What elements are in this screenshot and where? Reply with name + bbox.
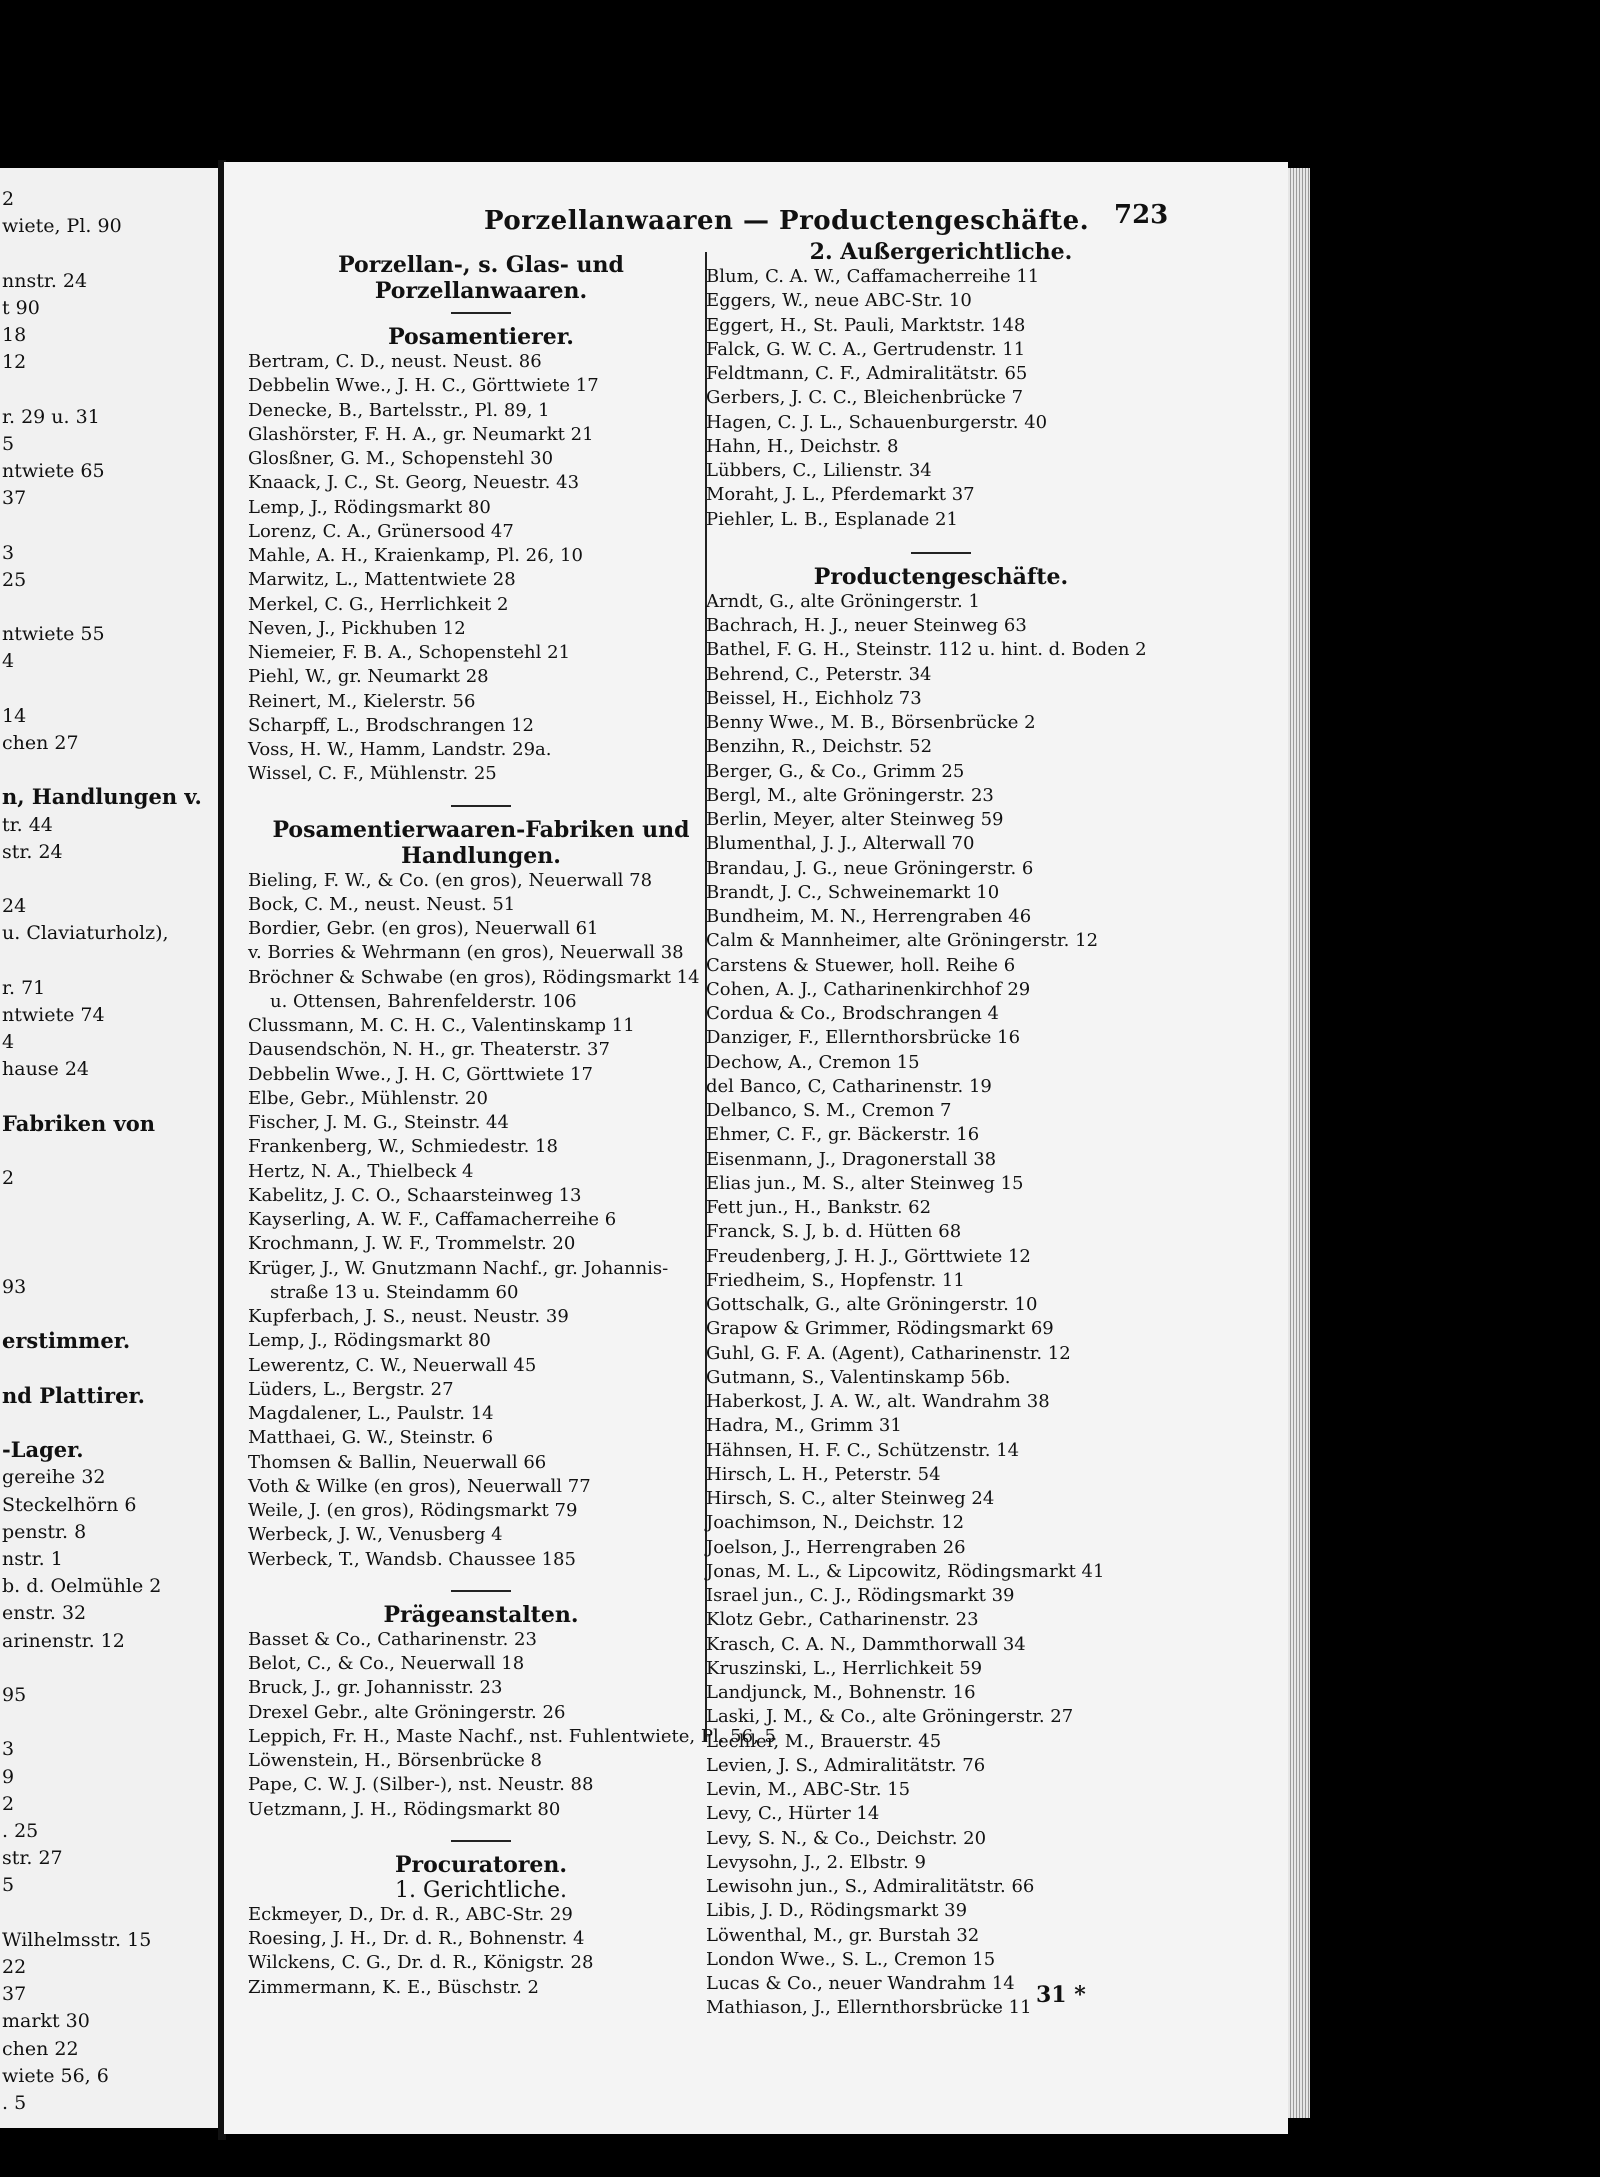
directory-entry: Blum, C. A. W., Caffamacherreihe 11 <box>706 266 1040 287</box>
directory-entry: Lucas & Co., neuer Wandrahm 14 <box>706 1973 1015 1994</box>
directory-entry: Wilckens, C. G., Dr. d. R., Königstr. 28 <box>248 1952 594 1974</box>
directory-entry: Krasch, C. A. N., Dammthorwall 34 <box>706 1633 1026 1655</box>
left-page-line: 24 <box>2 895 27 918</box>
directory-entry: u. Ottensen, Bahrenfelderstr. 106 <box>270 990 577 1012</box>
page-number: 723 <box>1114 200 1169 230</box>
procuratoren-list <box>248 1903 714 2000</box>
directory-entry: Levy, C., Hürter 14 <box>706 1803 880 1825</box>
directory-entry: Knaack, J. C., St. Georg, Neuestr. 43 <box>248 472 580 494</box>
section-title-productengeschaefte: Productengeschäfte. <box>813 563 1069 590</box>
directory-entry: Denecke, B., Bartelsstr., Pl. 89, 1 <box>248 399 550 421</box>
left-page-fragment <box>0 168 221 2128</box>
directory-entry: Bergl, M., alte Gröningerstr. 23 <box>706 784 994 806</box>
left-page-line: 25 <box>2 568 27 591</box>
directory-entry: Glosßner, G. M., Schopenstehl 30 <box>248 448 554 469</box>
directory-entry: Piehl, W., gr. Neumarkt 28 <box>248 666 489 688</box>
directory-entry: Scharpff, L., Brodschrangen 12 <box>248 714 534 736</box>
left-page-line: n, Handlungen v. <box>2 784 202 810</box>
directory-entry: Voth & Wilke (en gros), Neuerwall 77 <box>248 1475 591 1497</box>
directory-entry: Hirsch, L. H., Peterstr. 54 <box>706 1463 941 1485</box>
directory-entry: Hahn, H., Deichstr. 8 <box>706 435 899 457</box>
directory-entry: Glashörster, F. H. A., gr. Neumarkt 21 <box>248 423 594 445</box>
directory-entry: Levy, S. N., & Co., Deichstr. 20 <box>706 1827 987 1849</box>
directory-entry: Moraht, J. L., Pferdemarkt 37 <box>706 484 975 506</box>
directory-entry: Freudenberg, J. H. J., Görttwiete 12 <box>706 1245 1031 1267</box>
section-title-procuratoren: Procuratoren. <box>394 1851 568 1878</box>
directory-entry: Uetzmann, J. H., Rödingsmarkt 80 <box>248 1798 561 1820</box>
directory-entry: Mahle, A. H., Kraienkamp, Pl. 26, 10 <box>248 545 583 566</box>
directory-entry: Haberkost, J. A. W., alt. Wandrahm 38 <box>706 1391 1050 1412</box>
directory-entry: Weile, J. (en gros), Rödingsmarkt 79 <box>248 1500 578 1521</box>
left-page-line: 4 <box>2 650 15 673</box>
left-page-line: str. 27 <box>2 1847 63 1870</box>
page-edges <box>1288 168 1310 2118</box>
directory-entry: Belot, C., & Co., Neuerwall 18 <box>248 1653 525 1674</box>
left-page-line: 95 <box>2 1684 27 1706</box>
left-page-line: wiete, Pl. 90 <box>2 215 122 238</box>
directory-entry: Fett jun., H., Bankstr. 62 <box>706 1197 932 1218</box>
section-rule <box>451 1840 511 1842</box>
section-rule <box>451 1590 511 1592</box>
directory-entry: Pape, C. W. J. (Silber-), nst. Neustr. 88 <box>248 1774 594 1796</box>
left-page-line: 2 <box>2 1792 15 1815</box>
left-page-line: Fabriken von <box>2 1110 156 1136</box>
directory-entry: Hagen, C. J. L., Schauenburgerstr. 40 <box>706 411 1048 433</box>
directory-entry: Neven, J., Pickhuben 12 <box>248 617 466 639</box>
directory-entry: Joachimson, N., Deichstr. 12 <box>706 1512 965 1534</box>
left-page-line: 3 <box>2 541 15 564</box>
directory-entry: Hähnsen, H. F. C., Schützenstr. 14 <box>706 1439 1020 1461</box>
directory-entry: Carstens & Stuewer, holl. Reihe 6 <box>706 954 1016 976</box>
directory-entry: Kabelitz, J. C. O., Schaarsteinweg 13 <box>248 1184 582 1206</box>
directory-entry: Joelson, J., Herrengraben 26 <box>706 1536 966 1558</box>
directory-entry: Bruck, J., gr. Johannisstr. 23 <box>248 1677 503 1699</box>
left-page-line: 37 <box>2 1983 27 2006</box>
directory-entry: Merkel, C. G., Herrlichkeit 2 <box>248 593 509 615</box>
directory-entry: Clussmann, M. C. H. C., Valentinskamp 11 <box>248 1015 635 1036</box>
left-page-line: Wilhelmsstr. 15 <box>2 1928 152 1951</box>
directory-entry: Bordier, Gebr. (en gros), Neuerwall 61 <box>248 918 599 939</box>
directory-entry: Drexel Gebr., alte Gröningerstr. 26 <box>248 1701 566 1723</box>
directory-entry: Bieling, F. W., & Co. (en gros), Neuerwall 78 <box>248 869 653 891</box>
page-header: Porzellanwaaren — Productengeschäfte. <box>484 206 1090 236</box>
directory-entry: Feldtmann, C. F., Admiralitätstr. 65 <box>706 363 1028 384</box>
directory-entry: Hirsch, S. C., alter Steinweg 24 <box>706 1488 995 1509</box>
left-page-line: chen 22 <box>2 2037 79 2060</box>
directory-entry: Zimmermann, K. E., Büschstr. 2 <box>248 1976 540 1998</box>
left-page-line: erstimmer. <box>2 1328 131 1354</box>
directory-entry: Grapow & Grimmer, Rödingsmarkt 69 <box>706 1318 1054 1340</box>
section-title-aussergerichtliche: 2. Außergerichtliche. <box>809 239 1073 265</box>
section-title-posamentierwaaren-2: Handlungen. <box>401 842 561 869</box>
directory-entry: Lechler, M., Brauerstr. 45 <box>706 1730 942 1752</box>
directory-entry: Lemp, J., Rödingsmarkt 80 <box>248 1330 491 1352</box>
directory-entry: Dechow, A., Cremon 15 <box>706 1051 920 1073</box>
left-page-line: . 5 <box>2 2092 27 2114</box>
directory-entry: Wissel, C. F., Mühlenstr. 25 <box>248 763 497 785</box>
directory-entry: Werbeck, T., Wandsb. Chaussee 185 <box>248 1548 576 1570</box>
left-page-line: 14 <box>2 704 27 727</box>
directory-entry: Hertz, N. A., Thielbeck 4 <box>248 1160 474 1182</box>
left-page-line: 4 <box>2 1031 15 1054</box>
left-page-line: nnstr. 24 <box>2 269 88 292</box>
directory-entry: Jonas, M. L., & Lipcowitz, Rödingsmarkt 41 <box>706 1560 1105 1582</box>
directory-entry: Dausendschön, N. H., gr. Theaterstr. 37 <box>248 1039 610 1061</box>
left-page-line: 3 <box>2 1738 15 1761</box>
left-column <box>248 252 776 2000</box>
left-page-line: ntwiete 74 <box>2 1004 105 1026</box>
left-page-line: 2 <box>2 188 15 210</box>
directory-entry: Elias jun., M. S., alter Steinweg 15 <box>706 1172 1024 1194</box>
left-page-line: r. 71 <box>2 976 46 999</box>
directory-entry: Lüders, L., Bergstr. 27 <box>248 1378 454 1400</box>
directory-entry: Hadra, M., Grimm 31 <box>706 1415 902 1437</box>
directory-entry: Bröchner & Schwabe (en gros), Rödingsmarkt 14 <box>248 966 700 988</box>
left-page-line: tr. 44 <box>2 813 53 836</box>
left-page-line: nd Plattirer. <box>2 1382 145 1408</box>
directory-entry: Cordua & Co., Brodschrangen 4 <box>706 1003 999 1024</box>
directory-entry: Arndt, G., alte Gröningerstr. 1 <box>706 590 980 612</box>
directory-entry: Eckmeyer, D., Dr. d. R., ABC-Str. 29 <box>248 1903 573 1925</box>
directory-entry: Falck, G. W. C. A., Gertrudenstr. 11 <box>706 338 1026 360</box>
directory-entry: Eisenmann, J., Dragonerstall 38 <box>706 1148 997 1170</box>
directory-entry: Friedheim, S., Hopfenstr. 11 <box>706 1269 965 1291</box>
directory-entry: Lorenz, C. A., Grünersood 47 <box>248 520 514 542</box>
directory-entry: Berlin, Meyer, alter Steinweg 59 <box>706 809 1004 830</box>
directory-entry: Israel jun., C. J., Rödingsmarkt 39 <box>706 1585 1015 1606</box>
left-page-line: 37 <box>2 487 27 510</box>
right-column <box>706 240 1176 2021</box>
directory-entry: Niemeier, F. B. A., Schopenstehl 21 <box>248 642 571 663</box>
directory-entry: Gottschalk, G., alte Gröningerstr. 10 <box>706 1294 1038 1315</box>
directory-entry: Lübbers, C., Lilienstr. 34 <box>706 460 932 481</box>
left-page-line: hause 24 <box>2 1058 90 1081</box>
directory-entry: Kruszinski, L., Herrlichkeit 59 <box>706 1657 983 1679</box>
productengeschaefte-list <box>706 590 1176 2021</box>
directory-entry: Benny Wwe., M. B., Börsenbrücke 2 <box>706 712 1036 733</box>
left-page-line: chen 27 <box>2 732 79 754</box>
section-rule <box>451 312 511 314</box>
directory-entry: Fischer, J. M. G., Steinstr. 44 <box>248 1112 509 1133</box>
directory-entry: Bundheim, M. N., Herrengraben 46 <box>706 906 1032 927</box>
directory-entry: Matthaei, G. W., Steinstr. 6 <box>248 1427 494 1449</box>
directory-entry: Klotz Gebr., Catharinenstr. 23 <box>706 1609 979 1631</box>
section-title-posamentierwaaren: Posamentierwaaren-Fabriken und <box>272 816 690 843</box>
directory-entry: Danziger, F., Ellernthorsbrücke 16 <box>706 1027 1021 1049</box>
directory-entry: Brandt, J. C., Schweinemarkt 10 <box>706 881 1000 903</box>
directory-entry: Lewisohn jun., S., Admiralitätstr. 66 <box>706 1876 1035 1897</box>
directory-entry: Bock, C. M., neust. Neust. 51 <box>248 893 516 915</box>
left-page-line: 2 <box>2 1167 15 1190</box>
left-page-line: enstr. 32 <box>2 1602 87 1625</box>
directory-entry: Basset & Co., Catharinenstr. 23 <box>248 1628 537 1650</box>
left-page-line: 12 <box>2 351 27 374</box>
left-page-line: 9 <box>2 1765 15 1788</box>
directory-entry: del Banco, C, Catharinenstr. 19 <box>706 1075 992 1097</box>
directory-entry: Kupferbach, J. S., neust. Neustr. 39 <box>248 1306 569 1327</box>
directory-entry: Laski, J. M., & Co., alte Gröningerstr. 27 <box>706 1706 1074 1728</box>
directory-entry: London Wwe., S. L., Cremon 15 <box>706 1948 996 1970</box>
left-page-line: 5 <box>2 432 15 455</box>
left-page-line: . 25 <box>2 1820 39 1842</box>
left-page-line: arinenstr. 12 <box>2 1629 125 1652</box>
directory-entry: Landjunck, M., Bohnenstr. 16 <box>706 1682 976 1703</box>
posamentierer-list <box>248 350 714 787</box>
left-page-line: b. d. Oelmühle 2 <box>2 1575 162 1598</box>
left-page-line: nstr. 1 <box>2 1548 63 1570</box>
left-page-line: str. 24 <box>2 840 63 863</box>
directory-entry: Lewerentz, C. W., Neuerwall 45 <box>248 1354 537 1376</box>
directory-entry: Lemp, J., Rödingsmarkt 80 <box>248 496 491 518</box>
directory-entry: Thomsen & Ballin, Neuerwall 66 <box>248 1451 547 1473</box>
directory-entry: Voss, H. W., Hamm, Landstr. 29a. <box>248 739 552 760</box>
directory-entry: Eggert, H., St. Pauli, Marktstr. 148 <box>706 314 1026 336</box>
left-page-line: penstr. 8 <box>2 1520 87 1543</box>
directory-entry: Levin, M., ABC-Str. 15 <box>706 1779 911 1800</box>
directory-entry: Magdalener, L., Paulstr. 14 <box>248 1403 494 1424</box>
directory-entry: Bertram, C. D., neust. Neust. 86 <box>248 351 542 372</box>
posamentierwaaren-list <box>248 869 714 1572</box>
directory-entry: Blumenthal, J. J., Alterwall 70 <box>706 833 975 855</box>
left-page-line: 18 <box>2 324 27 346</box>
directory-entry: Mathiason, J., Ellernthorsbrücke 11 <box>706 1997 1032 2019</box>
left-page-line: wiete 56, 6 <box>2 2064 109 2087</box>
directory-entry: Brandau, J. G., neue Gröningerstr. 6 <box>706 857 1034 879</box>
directory-entry: Delbanco, S. M., Cremon 7 <box>706 1100 952 1121</box>
left-page-line: Steckelhörn 6 <box>2 1493 137 1516</box>
left-page-line: gereihe 32 <box>2 1466 106 1489</box>
directory-entry: Berger, G., & Co., Grimm 25 <box>706 760 965 782</box>
directory-entry: Leppich, Fr. H., Maste Nachf., nst. Fuhlentwiete, Pl. 56, 5 <box>248 1725 776 1747</box>
directory-entry: Levysohn, J., 2. Elbstr. 9 <box>706 1851 926 1873</box>
praegeanstalten-list <box>248 1628 776 1822</box>
aussergerichtliche-list <box>706 265 1176 532</box>
directory-entry: straße 13 u. Steindamm 60 <box>270 1281 519 1303</box>
directory-entry: Calm & Mannheimer, alte Gröningerstr. 12 <box>706 930 1099 952</box>
directory-entry: Debbelin Wwe., J. H. C, Görttwiete 17 <box>248 1063 593 1085</box>
signature-mark: 31 * <box>1036 1982 1086 2008</box>
top-heading: Porzellan-, s. Glas- und Porzellanwaaren. <box>338 252 624 304</box>
left-page-line: markt 30 <box>2 2010 90 2033</box>
directory-entry: Franck, S. J, b. d. Hütten 68 <box>706 1221 962 1243</box>
directory-entry: Löwenstein, H., Börsenbrücke 8 <box>248 1750 542 1771</box>
directory-entry: Behrend, C., Peterstr. 34 <box>706 663 932 685</box>
directory-entry: Krüger, J., W. Gnutzmann Nachf., gr. Johannis- <box>248 1257 669 1279</box>
directory-entry: Werbeck, J. W., Venusberg 4 <box>248 1524 503 1546</box>
directory-entry: Elbe, Gebr., Mühlenstr. 20 <box>248 1087 488 1109</box>
directory-entry: Marwitz, L., Mattentwiete 28 <box>248 569 516 591</box>
section-rule <box>451 805 511 807</box>
left-page-line: 93 <box>2 1276 27 1298</box>
section-subtitle-gerichtliche: 1. Gerichtliche. <box>394 1877 568 1903</box>
directory-entry: Reinert, M., Kielerstr. 56 <box>248 690 476 712</box>
left-page-line: -Lager. <box>2 1437 84 1463</box>
section-title-posamentierer: Posamentierer. <box>388 324 574 350</box>
directory-entry: Piehler, L. B., Esplanade 21 <box>706 508 958 530</box>
directory-entry: Libis, J. D., Rödingsmarkt 39 <box>706 1900 968 1922</box>
directory-entry: v. Borries & Wehrmann (en gros), Neuerwall 38 <box>248 942 684 964</box>
left-page-line: 5 <box>2 1874 15 1897</box>
left-page-line: r. 29 u. 31 <box>2 405 100 428</box>
directory-entry: Roesing, J. H., Dr. d. R., Bohnenstr. 4 <box>248 1928 585 1949</box>
directory-entry: Krochmann, J. W. F., Trommelstr. 20 <box>248 1233 576 1255</box>
left-page-line: ntwiete 65 <box>2 460 105 482</box>
left-page-line: t 90 <box>2 296 40 319</box>
directory-entry: Levien, J. S., Admiralitätstr. 76 <box>706 1754 986 1776</box>
section-title-praegeanstalten: Prägeanstalten. <box>383 1601 579 1628</box>
directory-entry: Gutmann, S., Valentinskamp 56b. <box>706 1366 1011 1388</box>
left-page-line: ntwiete 55 <box>2 623 105 646</box>
directory-entry: Guhl, G. F. A. (Agent), Catharinenstr. 12 <box>706 1342 1071 1364</box>
directory-entry: Cohen, A. J., Catharinenkirchhof 29 <box>706 978 1031 1000</box>
directory-entry: Ehmer, C. F., gr. Bäckerstr. 16 <box>706 1124 980 1146</box>
directory-entry: Benzihn, R., Deichstr. 52 <box>706 736 933 758</box>
directory-entry: Gerbers, J. C. C., Bleichenbrücke 7 <box>706 387 1024 409</box>
section-rule <box>911 552 971 554</box>
directory-entry: Eggers, W., neue ABC-Str. 10 <box>706 290 972 312</box>
directory-entry: Frankenberg, W., Schmiedestr. 18 <box>248 1136 558 1158</box>
left-page-line: 22 <box>2 1956 27 1978</box>
directory-entry: Bathel, F. G. H., Steinstr. 112 u. hint. d. Boden 2 <box>706 639 1147 661</box>
directory-entry: Debbelin Wwe., J. H. C., Görttwiete 17 <box>248 375 599 397</box>
directory-entry: Kayserling, A. W. F., Caffamacherreihe 6 <box>248 1209 617 1230</box>
directory-entry: Beissel, H., Eichholz 73 <box>706 687 922 709</box>
directory-entry: Löwenthal, M., gr. Burstah 32 <box>706 1924 980 1946</box>
left-page-line: u. Claviaturholz), <box>2 922 169 945</box>
directory-entry: Bachrach, H. J., neuer Steinweg 63 <box>706 615 1027 636</box>
